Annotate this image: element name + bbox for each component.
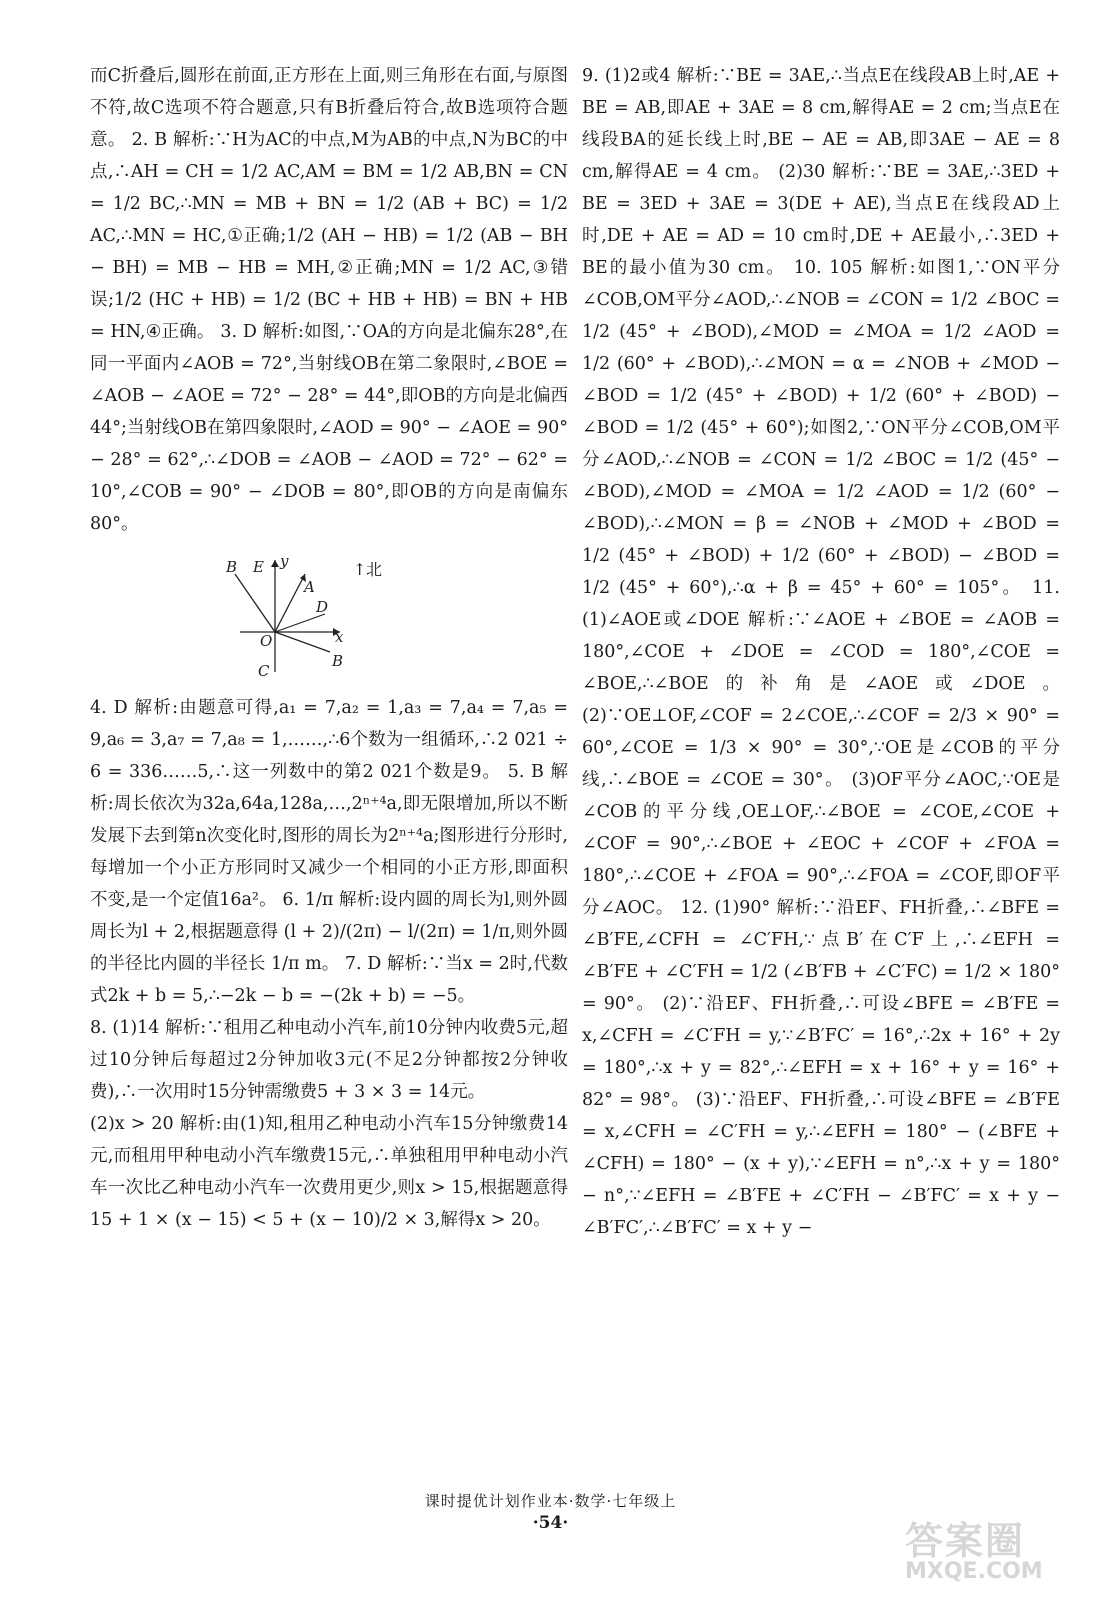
label-d: D xyxy=(316,598,329,616)
watermark-text: 答案圈 xyxy=(905,1519,1026,1563)
page-number: ·54· xyxy=(532,1513,569,1533)
label-c: C xyxy=(258,662,270,680)
left-paragraph-3: 8. (1)14 解析:∵租用乙种电动小汽车,前10分钟内收费5元,超过10分钟后每超过2分钟加收3元(不足2分钟都按2分钟收费),∴一次用时15分钟需缴费5 + 3 × 3 = 14元。 xyxy=(90,1018,568,1102)
right-paragraph-1: 9. (1)2或4 解析:∵BE = 3AE,∴当点E在线段AB上时,AE + BE = AB,即AE + 3AE = 8 cm,解得AE = 2 cm;当点E在线段BA的延长线上时,BE − AE = AB,即3AE − AE = 8 cm,解得AE = 4 cm。 (2)30 解析:∵BE = 3AE,∴3ED + BE = 3ED + 3AE = 3(DE + AE),当点E在线段AD上时,DE + AE = AD = 10 cm时,DE + AE最小,∴3ED + BE的最小值为30 cm。 10. 105 解析:如图1,∵ON平分∠COB,OM平分∠AOD,∴∠NOB = ∠CON = 1/2 ∠BOC = 1/2 (45° + ∠BOD),∠MOD = ∠MOA = 1/2 ∠AOD = 1/2 (60° + ∠BOD),∴∠MON = α = ∠NOB + ∠MOD − ∠BOD = 1/2 (45° + ∠BOD) + 1/2 (60° + ∠BOD) − ∠BOD = 1/2 (45° + 60°);如图2,∵ON平分∠COB,OM平分∠AOD,∴∠NOB = ∠CON = 1/2 ∠BOC = 1/2 (45° − ∠BOD),∠MOD = ∠MOA = 1/2 ∠AOD = 1/2 (60° − ∠BOD),∴∠MON = β = ∠NOB + ∠MOD + ∠BOD = 1/2 (45° + ∠BOD) + 1/2 (60° + ∠BOD) − ∠BOD = 1/2 (45° + 60°),∴α + β = 45° + 60° = 105°。 11. (1)∠AOE或∠DOE 解析:∵∠AOE + ∠BOE = ∠AOB = 180°,∠COE + ∠DOE = ∠COD = 180°,∠COE = ∠BOE,∴∠BOE的补角是∠AOE或∠DOE。 (2)∵OE⊥OF,∠COF = 2∠COE,∴∠COF = 2/3 × 90° = 60°,∠COE = 1/3 × 90° = 30°,∵OE是∠COB的平分线,∴∠BOE = ∠COE = 30°。 (3)OF平分∠AOC,∵OE是∠COB的平分线,OE⊥OF,∴∠BOE = ∠COE,∠COE + ∠COF = 90°,∴∠BOE + ∠EOC + ∠COF + ∠FOA = 180°,∴∠COE + ∠FOA = 90°,∴∠FOA = ∠COF,即OF平分∠AOC。 12. (1)90° 解析:∵沿EF、FH折叠,∴∠BFE = ∠B′FE,∠CFH = ∠C′FH,∵点B′在C′F上,∴∠EFH = ∠B′FE + ∠C′FH = 1/2 (∠B′FB + ∠C′FC) = 1/2 × 180° = 90°。 (2)∵沿EF、FH折叠,∴可设∠BFE = ∠B′FE = x,∠CFH = ∠C′FH = y,∵∠B′FC′ = 16°,∴2x + 16° + 2y = 180°,∴x + y = 82°,∴∠EFH = x + 16° + y = 16° + 82° = 98°。 (3)∵沿EF、FH折叠,∴可设∠BFE = ∠B′FE = x,∠CFH = ∠C′FH = y,∴∠EFH = 180° − (∠BFE + ∠CFH) = 180° − (x + y),∵∠EFH = n°,∴x + y = 180° − n°,∵∠EFH = ∠B′FE + ∠C′FH − ∠B′FC′ = x + y − ∠B′FC′,∴∠B′FC′ = x + y − xyxy=(582,66,1060,1238)
label-a: A xyxy=(304,578,315,596)
watermark-url: MXQE.COM xyxy=(905,1559,1043,1584)
label-b-bottom: B xyxy=(332,652,344,670)
label-y: y xyxy=(280,552,289,570)
left-paragraph-1: 而C折叠后,圆形在前面,正方形在上面,则三角形在右面,与原图不符,故C选项不符合题意,只有B折叠后符合,故B选项符合题意。 2. B 解析:∵H为AC的中点,M为AB的中点,N为BC的中点,∴AH = CH = 1/2 AC,AM = BM = 1/2 AB,BN = CN = 1/2 BC,∴MN = MB + BN = 1/2 (AB + BC) = 1/2 AC,∴MN = HC,①正确;1/2 (AH − HB) = 1/2 (AB − BH − BH) = MB − HB = MH,②正确;MN = 1/2 AC,③错误;1/2 (HC + HB) = 1/2 (BC + HB + HB) = BN + HB = HN,④正确。 3. D 解析:如图,∵OA的方向是北偏东28°,在同一平面内∠AOB = 72°,当射线OB在第二象限时,∠BOE = ∠AOB − ∠AOE = 72° − 28° = 44°,即OB的方向是北偏西44°;当射线OB在第四象限时,∠AOD = 90° − ∠AOE = 90° − 28° = 62°,∴∠DOB = ∠AOB − ∠AOD = 72° − 62° = 10°,∠COB = 90° − ∠DOB = 80°,即OB的方向是南偏东80°。 xyxy=(90,66,568,534)
label-e: E xyxy=(253,558,264,576)
left-column xyxy=(90,60,568,1236)
left-paragraph-4: (2)x > 20 解析:由(1)知,租用乙种电动小汽车15分钟缴费14元,而租用甲种电动小汽车缴费15元,∴单独租用甲种电动小汽车一次比乙种电动小汽车一次费用更少,则x > 15,根据题意得15 + 1 × (x − 15) < 5 + (x − 10)/2 × 3,解得x > 20。 xyxy=(90,1114,568,1230)
direction-diagram xyxy=(220,552,370,682)
y-axis-arrowhead xyxy=(271,560,279,567)
label-o: O xyxy=(260,632,273,650)
book-title: 课时提优计划作业本·数学·七年级上 xyxy=(424,1492,677,1510)
right-column xyxy=(582,60,1060,1244)
label-x: x xyxy=(335,628,344,646)
ray-ob-upper xyxy=(235,574,275,632)
label-b-top: B xyxy=(226,558,238,576)
north-label: 北 xyxy=(366,560,383,579)
ray-ob-lower xyxy=(275,632,330,652)
left-paragraph-2: 4. D 解析:由题意可得,a₁ = 7,a₂ = 1,a₃ = 7,a₄ = 7,a₅ = 9,a₆ = 3,a₇ = 7,a₈ = 1,……,∴6个数为一组循环,∴2 021 ÷ 6 = 336……5,∴这一列数中的第2 021个数是9。 5. B 解析:周长依次为32a,64a,128a,…,2ⁿ⁺⁴a,即无限增加,所以不断发展下去到第n次变化时,图形的周长为2ⁿ⁺⁴a;图形进行分形时,每增加一个小正方形同时又减少一个相同的小正方形,即面积不变,是一个定值16a²。 6. 1/π 解析:设内圆的周长为l,则外圆周长为l + 2,根据题意得 (l + 2)/(2π) − l/(2π) = 1/π,则外圆的半径比内圆的半径长 1/π m。 7. D 解析:∵当x = 2时,代数式2k + b = 5,∴−2k − b = −(2k + b) = −5。 xyxy=(90,698,568,1006)
direction-figure xyxy=(220,552,383,682)
north-arrow-icon: ↑ xyxy=(353,560,367,579)
watermark xyxy=(905,1510,1065,1590)
